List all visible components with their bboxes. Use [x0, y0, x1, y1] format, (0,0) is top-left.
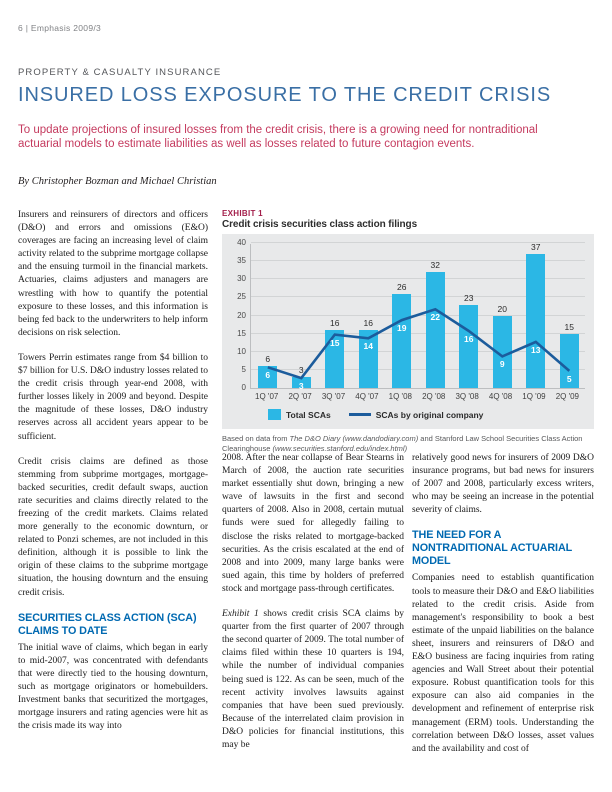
x-axis-tick-label: 2Q '07	[288, 392, 312, 401]
exhibit-caption	[222, 434, 594, 454]
caption-text: Based on data from	[222, 434, 290, 443]
x-axis-tick-label: 3Q '07	[321, 392, 346, 401]
bar-value-label: 16	[330, 318, 340, 328]
legend-item-scas-original-company	[349, 410, 484, 420]
chart-legend	[268, 409, 584, 420]
lower-columns	[222, 452, 594, 756]
y-axis-tick-label: 0	[241, 383, 246, 392]
y-axis-tick-label: 20	[237, 310, 246, 320]
x-axis-tick-label: 1Q '09	[522, 392, 546, 401]
line-value-label: 13	[531, 344, 541, 355]
line-value-label: 3	[298, 381, 304, 392]
line-value-label: 6	[265, 370, 271, 381]
exhibit-reference: Exhibit 1	[222, 609, 259, 620]
bar-value-label: 23	[464, 292, 474, 303]
bar-series-swatch	[268, 409, 281, 420]
bar-value-label: 37	[531, 241, 541, 252]
x-axis-tick-label: 4Q '08	[488, 392, 513, 401]
legend-label: Total SCAs	[286, 409, 331, 420]
body-paragraph: Towers Perrin estimates range from $4 billion to $7 billion for U.S. D&O industry losses related to the credit crisis through year-end 2008, with further losses likely in 2009 and beyond. Despite the magnitude of these losses, D&O industry reserves across all accident years appear to be sufficient.	[18, 352, 208, 442]
bar-value-label: 32	[430, 260, 440, 270]
line-value-label: 22	[430, 312, 440, 323]
chart-y-axis	[230, 238, 250, 392]
caption-source-italic: (www.securities.stanford.edu/index.html)	[272, 444, 408, 453]
page-folio: 6 | Emphasis 2009/3	[18, 23, 102, 33]
body-paragraph: 2008. After the near collapse of Bear Stearns in March of 2008, the auction rate securities market essentially shut down, bringing a new wave of lawsuits in the first and second quarters of 2008. Also in 2008, certain mutual funds were sued for allegedly failing to disclose the risks related to mortgage-backed securities. As the crisis escalated at the end of 2008 and into 2009, many large banks were sued again, this time by holders of preferred stock and mortgage pass-through certificates.	[222, 453, 404, 594]
middle-column	[222, 452, 404, 756]
body-paragraph	[222, 608, 404, 752]
exhibit-title: Credit crisis securities class action filings	[222, 219, 418, 230]
body-text: shows credit crisis SCA claims by quarter from the first quarter of 2007 through the second quarter of 2009. The total number of claims filed within these 10 quarters is 194, while the number of individual companies being sued is 122. As can be seen, much of the recent activity involves lawsuits against companies that have been sued previously. Because of the interrelated claim provision in D&O policies for financial institutions, this may be	[222, 609, 404, 750]
section-heading-sca-claims: SECURITIES CLASS ACTION (SCA) CLAIMS TO DATE	[18, 611, 197, 637]
legend-label: SCAs by original company	[375, 409, 484, 420]
right-column	[412, 452, 594, 756]
exhibit-1	[222, 209, 594, 454]
y-axis-tick-label: 15	[237, 328, 246, 338]
y-axis-tick-label: 5	[241, 364, 246, 374]
y-axis-tick-label: 30	[237, 274, 246, 284]
line-value-label: 19	[397, 323, 407, 334]
x-axis-tick-label: 1Q '07	[255, 392, 279, 401]
caption-text: and Stanford Law School Securities Class Action Clearinghouse	[222, 434, 583, 453]
left-column	[18, 209, 208, 733]
article-byline: By Christopher Bozman and Michael Christian	[18, 176, 217, 187]
legend-item-total-scas	[268, 409, 331, 420]
body-paragraph: relatively good news for insurers of 2009 D&O insurance programs, but bad news for insurers of 2007 and 2008, particularly excess writers, who may be seeing an increase in the potential severity of claims.	[412, 453, 594, 516]
chart-plot	[250, 241, 585, 392]
x-axis-tick-label: 2Q '08	[422, 392, 446, 401]
exhibit-label: EXHIBIT 1	[222, 209, 263, 218]
bar-value-label: 26	[397, 281, 407, 292]
x-axis-tick-label: 1Q '08	[388, 392, 412, 401]
line-value-label: 15	[330, 337, 340, 348]
x-axis-tick-label: 3Q '08	[455, 392, 479, 401]
bar-value-label: 6	[265, 354, 271, 365]
line-value-label: 5	[566, 373, 572, 384]
body-paragraph: The initial wave of claims, which began in early to mid-2007, was concentrated with defendants that were directly tied to the housing downturn, such as mortgage originators or homebuilders. Investment banks that securitized the mortgages, mortgage insurers and rating agencies were hit as the crisis made its way into	[18, 642, 208, 732]
bar-value-label: 15	[564, 321, 574, 332]
article-title: INSURED LOSS EXPOSURE TO THE CREDIT CRISIS	[18, 84, 552, 106]
y-axis-tick-label: 35	[237, 256, 246, 266]
line-value-label: 14	[363, 341, 373, 352]
article-kicker: PROPERTY & CASUALTY INSURANCE	[18, 67, 222, 78]
y-axis-tick-label: 40	[237, 238, 246, 247]
x-axis-tick-label: 2Q '09	[555, 392, 580, 401]
y-axis-tick-label: 25	[237, 292, 246, 302]
x-axis-tick-label: 4Q '07	[355, 392, 379, 401]
line-value-label: 16	[464, 334, 474, 344]
line-series-swatch	[349, 413, 371, 416]
chart-area	[222, 234, 594, 429]
caption-source-italic: The D&O Diary (www.dandodiary.com)	[289, 434, 419, 443]
body-paragraph: Companies need to establish quantification tools to measure their D&O and E&O liabilities related to the credit crisis. Aside from management's responsibility to book a best estimate of the unpaid liabilities on the balance sheet, insurers and reinsurers of D&O and E&O business are facing inquiries from rating agencies and Wall Street about their potential exposure. Robust quantification tools for this exposure can also aid companies in the development and refinement of enterprise risk management (ERM) tools. Understanding the correlation between D&O losses, asset values and the availability and cost of	[412, 573, 594, 754]
section-heading-nontraditional-model: THE NEED FOR A NONTRADITIONAL ACTUARIAL MODEL	[412, 529, 572, 568]
y-axis-tick-label: 10	[237, 346, 246, 356]
bar-value-label: 20	[497, 303, 507, 314]
bar-value-label: 16	[363, 318, 373, 328]
body-paragraph: Insurers and reinsurers of directors and officers (D&O) and errors and omissions (E&O) coverages are facing an increasing level of claim activity related to the subprime mortgage collapse and the ensuing turmoil in the financial markets. Actuaries, claims adjusters and managers are wrestling with how to quantify the potential exposure to these losses, and this information is being fed back to the underwriters to help inform decisions on risk selection.	[18, 210, 208, 338]
bar-value-label: 3	[298, 365, 304, 376]
article-deck: To update projections of insured losses from the credit crisis, there is a growing need for nontraditional actuarial models to estimate liabilities as well as losses related to future contagion events.	[18, 124, 538, 150]
line-value-label: 9	[499, 359, 505, 370]
body-paragraph: Credit crisis claims are defined as those stemming from subprime mortgages, mortgage-backed securities, credit default swaps, auction rate securities and claims directly related to the freezing of the credit markets. Claims related more generally to the economic downturn, or related to Ponzi schemes, are not included in this definition, although it is possible to link the origin of these claims to the subprime mortgage situation, the housing downturn and the ensuing credit crisis.	[18, 456, 208, 598]
